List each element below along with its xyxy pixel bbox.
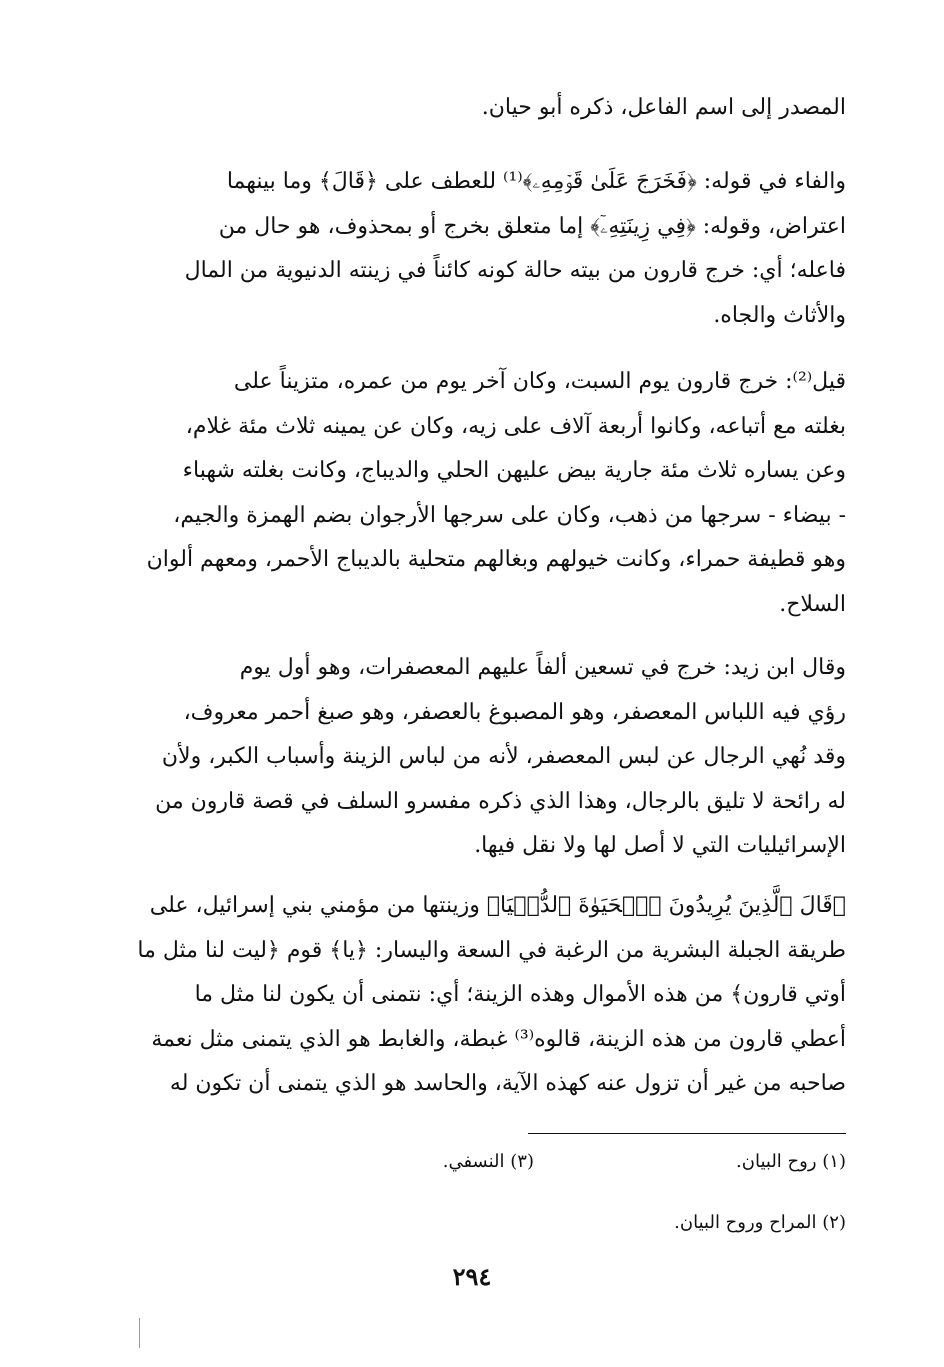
paragraph-4 [76,884,846,1107]
paragraph-line: أوتي قارون﴾ من هذه الأموال وهذه الزينة؛ أي: نتمنى أن يكون لنا مثل ما [194,982,846,1007]
paragraph-line: والأثاث والجاه. [713,302,846,328]
paragraph-line: ﴿قَالَ ٱلَّذِينَ يُرِيدُونَ ٱلۡحَيَوٰةَ ٱلدُّنۡيَا﴾ وزينتها من مؤمني بني إسرائيل، على [149,893,846,918]
paragraph-line: وعن يساره ثلاث مئة جارية بيض عليهن الحلي والديباج، وكانت بغلته شهباء [182,458,846,483]
footnote-1 [736,1150,846,1174]
page-number: ٢٩٤ [452,1262,492,1291]
paragraph-3 [76,646,846,869]
paragraph-line: اعتراض، وقوله: ﴿فِي زِينَتِهِۦٓ﴾ إما متعلق بخرج أو بمحذوف، هو حال من [218,213,846,239]
footnote-separator [528,1133,846,1134]
footnote-number: (٢) [822,1212,846,1233]
footnote-number: (٣) [510,1151,534,1172]
paragraph-line: قيل⁽²⁾: خرج قارون يوم السبت، وكان آخر يوم من عمره، متزيناً على [233,369,846,394]
paragraph-line: رؤي فيه اللباس المعصفر، وهو المصبوغ بالعصفر، وهو صبغ أحمر معروف، [183,699,846,725]
footnote-number: (١) [822,1151,846,1172]
paragraph-line: والفاء في قوله: ﴿فَخَرَجَ عَلَىٰ قَوۡمِهِۦ﴾⁽¹⁾ للعطف على ﴿قَالَ﴾ وما بينهما [226,169,846,194]
footnote-text: المراح وروح البيان. [674,1212,817,1233]
paragraph-line: صاحبه من غير أن تزول عنه كهذه الآية، والحاسد هو الذي يتمنى أن تكون له [169,1071,846,1096]
paragraph-line: وقال ابن زيد: خرج في تسعين ألفاً عليهم المعصفرات، وهو أول يوم [239,655,846,680]
paragraph-line: - بيضاء - سرجها من ذهب، وكان على سرجها الأرجوان بضم الهمزة والجيم، [173,502,846,528]
paragraph-line: فاعله؛ أي: خرج قارون من بيته حالة كونه كائناً في زينته الدنيوية من المال [184,258,846,283]
margin-mark [139,1318,140,1348]
paragraph-line: السلاح. [779,591,846,617]
paragraph-line: الإسرائيليات التي لا أصل لها ولا نقل فيها. [474,833,846,858]
paragraph-line: المصدر إلى اسم الفاعل، ذكره أبو حيان. [481,95,846,120]
footnote-3 [443,1150,534,1174]
footnote-2 [674,1211,846,1235]
paragraph-line: أعطي قارون من هذه الزينة، قالوه⁽³⁾ غبطة، والغابط هو الذي يتمنى مثل نعمة [151,1026,846,1052]
paragraph-2 [76,360,846,627]
paragraph-line: له رائحة لا تليق بالرجال، وهذا الذي ذكره مفسرو السلف في قصة قارون من [155,788,846,814]
paragraph-line: وهو قطيفة حمراء، وكانت خيولهم وبغالهم متحلية بالديباج الأحمر، ومعهم ألوان [146,547,846,572]
footnote-text: روح البيان. [736,1151,817,1172]
paragraph-0 [76,86,846,131]
footnotes [300,1150,846,1240]
paragraph-line: طريقة الجبلة البشرية من الرغبة في السعة واليسار: ﴿يا﴾ قوم ﴿ليت لنا مثل ما [137,937,846,963]
paragraph-1 [76,160,846,338]
paragraph-line: بغلته مع أتباعه، وكانوا أربعة آلاف على زيه، وكان عن يمينه ثلاث مئة غلام، [185,413,846,439]
paragraph-line: وقد نُهي الرجال عن لبس المعصفر، لأنه من لباس الزينة وأسباب الكبر، ولأن [161,744,846,769]
footnote-text: النسفي. [442,1151,505,1172]
